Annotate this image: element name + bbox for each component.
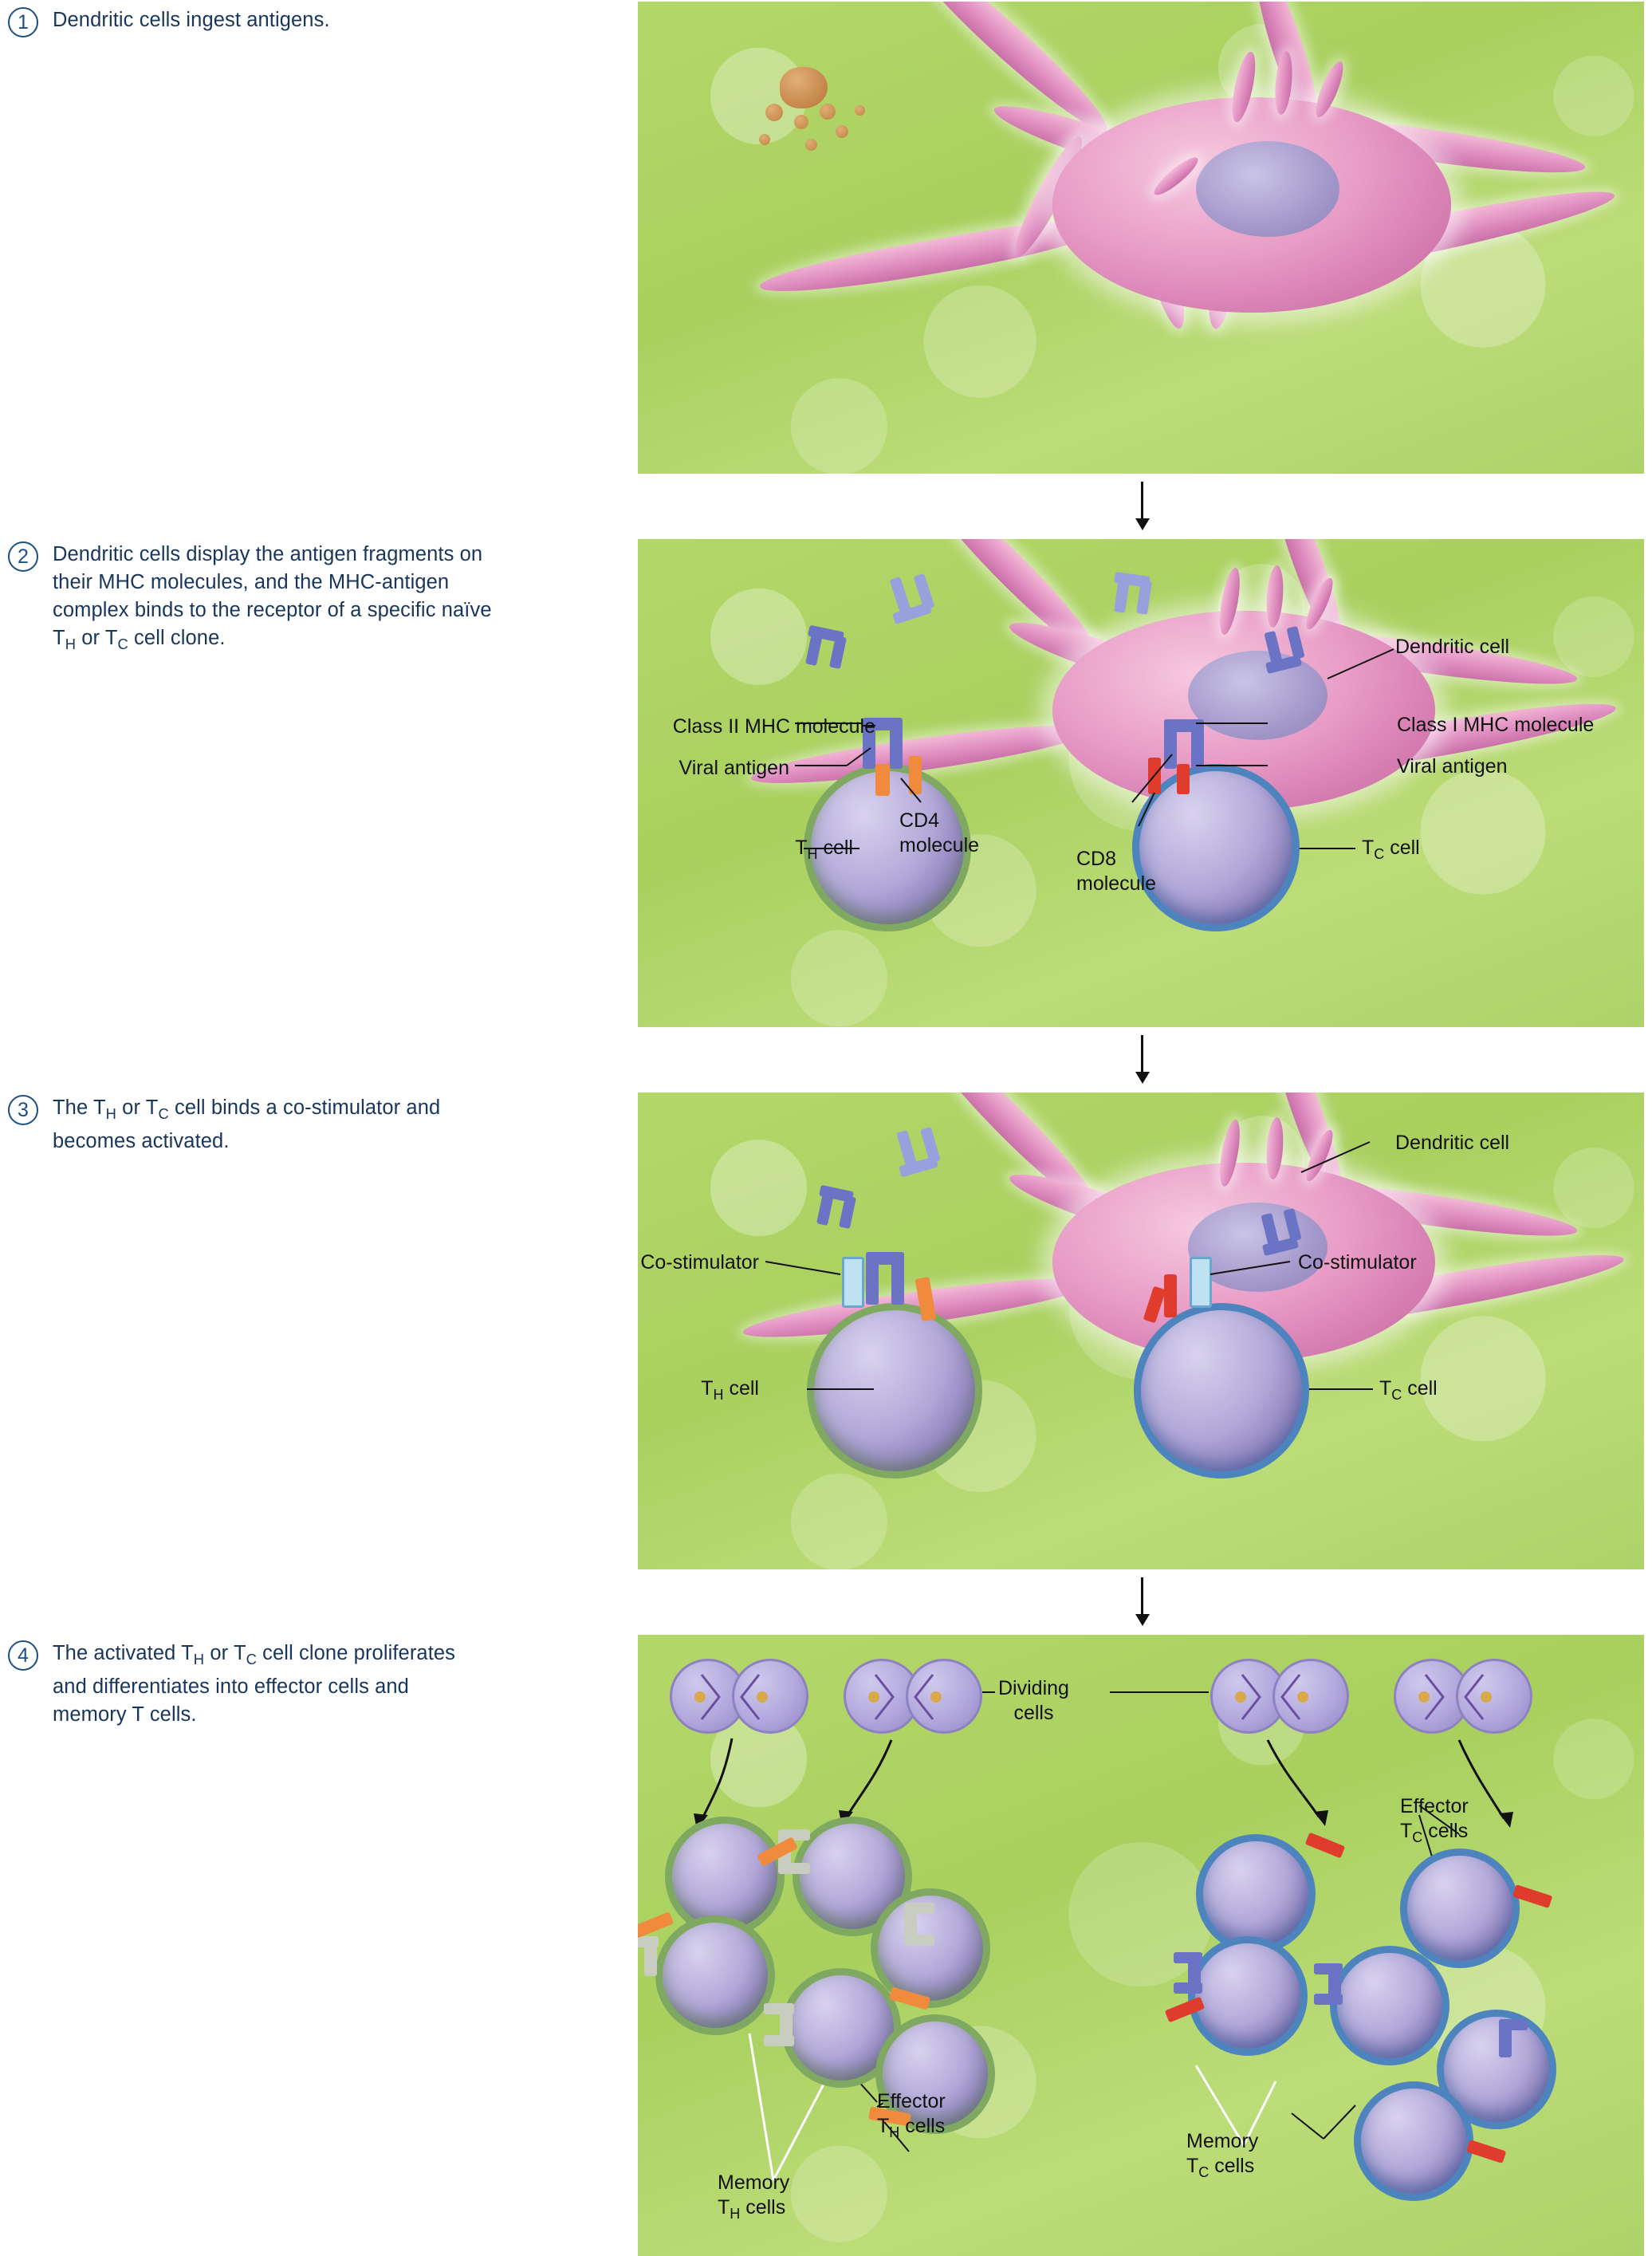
panel-2-antigen-presentation [638, 539, 1644, 1027]
step-2-number: 2 [8, 541, 38, 572]
tcr-receptor [1499, 2019, 1528, 2030]
step-4-number: 4 [8, 1640, 38, 1671]
step-4-body [53, 1640, 455, 1729]
step-1-number: 1 [8, 7, 38, 37]
step-3-body [53, 1094, 440, 1156]
label-dividing-cells: Dividing cells [998, 1677, 1069, 1724]
step-4-text [8, 1640, 614, 1729]
tc-cell-clone [1400, 1849, 1520, 1968]
panel-3-costimulation [638, 1093, 1644, 1569]
step-3-line-2: becomes activated. [53, 1130, 230, 1153]
label-memory-tc-cells: Memory $T_C$ cells [1186, 2130, 1259, 2180]
antigen-particle [780, 67, 828, 108]
antigen-fragment [765, 104, 783, 121]
tcr-receptor [764, 2035, 794, 2046]
label-memory-th-cells: Memory $T_H$ cells [718, 2171, 790, 2222]
th-cell-clone [655, 1915, 775, 2035]
step-4-line-1: The activated $T_H$ or $T_C$ cell clone proliferates [53, 1642, 456, 1668]
leader-lines-panel-2 [638, 539, 1644, 1027]
step-3-number: 3 [8, 1095, 38, 1125]
tc-cell-clone [1188, 1936, 1308, 2056]
step-2-line-1: Dendritic cells display the antigen fragments on [53, 543, 483, 565]
tcr-receptor [778, 1829, 810, 1841]
antigen-fragment [820, 104, 836, 120]
step-1-text [8, 6, 614, 37]
label-th-cell: $T_H$ cell [701, 1377, 759, 1403]
tcr-receptor [1174, 1952, 1202, 1963]
leader-lines-panel-3 [638, 1093, 1644, 1569]
flow-arrow-1 [1135, 482, 1148, 531]
tcr-receptor [764, 2003, 794, 2014]
step-2-line-4: $T_H$ or $T_C$ cell clone. [53, 627, 226, 653]
tcr-receptor [1314, 1963, 1343, 1974]
label-tc-cell: $T_C$ cell [1362, 837, 1420, 862]
dc-nucleus [1196, 141, 1339, 237]
label-effector-th-cells: Effector $T_H$ cells [877, 2090, 946, 2140]
label-class-i-mhc: Class I MHC molecule [1397, 714, 1595, 736]
antigen-fragment [805, 139, 817, 151]
tc-cell-clone [1330, 1946, 1449, 2065]
panel-1-ingestion [638, 2, 1644, 474]
antigen-fragment [759, 134, 770, 145]
label-effector-tc-cells: Effector $T_C$ cells [1400, 1795, 1469, 1845]
step-4-line-3: memory T cells. [53, 1703, 197, 1726]
antigen-fragment [794, 115, 808, 129]
label-dendritic-cell: Dendritic cell [1395, 636, 1510, 658]
antigen-fragment [836, 125, 848, 138]
tcr-receptor [904, 1935, 934, 1946]
step-3-line-1: The $T_H$ or $T_C$ cell binds a co-stimulator and [53, 1097, 441, 1123]
tcr-receptor [638, 1936, 659, 1947]
label-costimulator-left: Co-stimulator [640, 1251, 759, 1274]
label-costimulator-right: Co-stimulator [1298, 1251, 1417, 1274]
step-1-body: Dendritic cells ingest antigens. [53, 9, 330, 31]
flow-arrow-3 [1135, 1577, 1148, 1627]
tcr-receptor [778, 1863, 810, 1874]
step-2-body [53, 541, 492, 658]
tc-cell-clone [1354, 2081, 1473, 2201]
label-tc-cell: $T_C$ cell [1379, 1377, 1438, 1403]
tcr-receptor [904, 1903, 934, 1914]
tcr-receptor [1314, 1994, 1343, 2005]
tc-cell-clone [1196, 1834, 1316, 1954]
step-2-text [8, 541, 614, 658]
dc-arm [757, 211, 1101, 304]
step-4-line-2: and differentiates into effector cells and [53, 1675, 409, 1699]
label-class-ii-mhc: Class II MHC molecule [672, 715, 875, 738]
label-viral-antigen-left: Viral antigen [678, 757, 789, 779]
label-th-cell: $T_H$ cell [795, 837, 853, 862]
tcr-receptor [1174, 1982, 1202, 1994]
label-cd8-molecule: CD8 molecule [1076, 848, 1157, 895]
label-viral-antigen-right: Viral antigen [1397, 755, 1508, 778]
label-cd4-molecule: CD4 molecule [899, 809, 980, 856]
label-dendritic-cell: Dendritic cell [1395, 1132, 1510, 1154]
flow-arrow-2 [1135, 1035, 1148, 1085]
panel-4-proliferation [638, 1635, 1644, 2256]
antigen-fragment [855, 105, 865, 116]
step-2-line-2: their MHC molecules, and the MHC-antigen [53, 571, 450, 593]
step-3-text [8, 1094, 614, 1156]
step-2-line-3: complex binds to the receptor of a specific naïve [53, 599, 492, 621]
